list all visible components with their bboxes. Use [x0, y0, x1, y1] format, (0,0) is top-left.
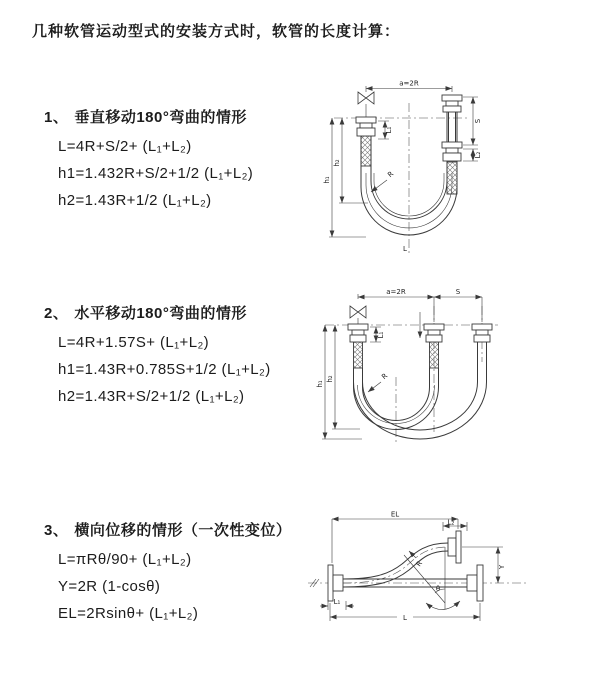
dimension-l1 [378, 121, 393, 139]
section-3-heading [44, 521, 291, 541]
braided-hose-section [361, 136, 371, 166]
section-1 [44, 108, 253, 209]
left-flange-fitting [356, 117, 376, 136]
section-2-heading [44, 304, 271, 324]
dim-label-el: EL [390, 510, 400, 519]
dimension-l1 [370, 327, 385, 342]
left-flange-fitting [328, 565, 343, 601]
formula-line: h1=1.43R+0.785S+1/2 (L₁+L₂) [58, 361, 271, 378]
formula-line: Y=2R (1-cosθ) [58, 578, 161, 595]
dim-label-h1: h₁ [316, 380, 324, 388]
dimension-el [332, 511, 458, 564]
dim-label-r: R [414, 559, 425, 569]
radius-callout [368, 372, 389, 392]
section-3-title: 横向位移的情形（一次性变位） [74, 522, 292, 539]
dim-label-theta: θ [435, 585, 441, 593]
dim-label-l1: L₁ [333, 598, 341, 606]
right-flange-fitting-lower [442, 142, 462, 161]
dim-label-length: L [403, 245, 407, 253]
right-flange-fitting-displaced [448, 531, 461, 563]
braided-hose-section [447, 162, 457, 194]
valve-icon [358, 92, 374, 117]
section-1-heading [44, 108, 253, 128]
dim-label-a2r: a=2R [399, 79, 419, 88]
dim-label-length: L [403, 614, 407, 622]
braided-hose-section [430, 342, 439, 368]
dim-label-l1: L₁ [377, 331, 385, 339]
diagram-horizontal-180-bend [310, 282, 600, 452]
dim-label-s: S [455, 288, 461, 296]
hose-u-bends [354, 354, 487, 439]
dim-label-r: R [380, 371, 390, 382]
dim-label-r: R [386, 169, 396, 180]
middle-flange-fitting [424, 324, 444, 342]
dim-label-l2: L₂ [447, 518, 455, 527]
diagram-vertical-180-bend [310, 75, 600, 260]
dimension-l2 [443, 519, 467, 532]
dimension-s [434, 288, 482, 297]
section-1-number: 1、 [44, 109, 69, 126]
dim-label-y: Y [498, 564, 506, 570]
diagram-lateral-displacement [300, 505, 600, 645]
right-flange-fitting [472, 324, 492, 354]
dimension-s [463, 97, 482, 145]
section-3-number: 3、 [44, 522, 69, 539]
braided-hose-section [354, 342, 363, 368]
dim-label-l2: L₂ [474, 151, 482, 159]
section-2-number: 2、 [44, 305, 69, 322]
formula-line: L=4R+1.57S+ (L₁+L₂) [58, 334, 210, 351]
valve-icon [350, 306, 366, 324]
dim-label-h2: h₂ [326, 375, 334, 383]
formula-line: L=4R+S/2+ (L₁+L₂) [58, 138, 192, 155]
formula-line: h1=1.432R+S/2+1/2 (L₁+L₂) [58, 165, 254, 182]
dimension-l2 [463, 149, 482, 161]
page-title: 几种软管运动型式的安装方式时，软管的长度计算： [32, 23, 401, 40]
formula-line: EL=2Rsinθ+ (L₁+L₂) [58, 605, 199, 622]
dim-label-h1: h₁ [323, 176, 331, 184]
left-flange-fitting [348, 324, 368, 342]
section-2 [44, 304, 271, 405]
dimension-l1 [320, 598, 354, 610]
right-flange-fitting-inline [467, 565, 483, 601]
formula-line: h2=1.43R+1/2 (L₁+L₂) [58, 192, 212, 209]
section-2-title: 水平移动180°弯曲的情形 [74, 305, 247, 322]
formula-line: L=πRθ/90+ (L₁+L₂) [58, 551, 192, 568]
right-flange-fitting-upper [442, 95, 462, 142]
formula-line: h2=1.43R+S/2+1/2 (L₁+L₂) [58, 388, 245, 405]
dim-label-s: S [474, 118, 482, 124]
section-1-title: 垂直移动180°弯曲的情形 [74, 109, 247, 126]
dimension-a2r [366, 80, 452, 93]
dim-label-l1: L₁ [385, 126, 393, 134]
dim-label-h2: h₂ [333, 159, 341, 167]
dim-label-a2r: a=2R [386, 288, 406, 296]
section-3 [44, 521, 291, 622]
